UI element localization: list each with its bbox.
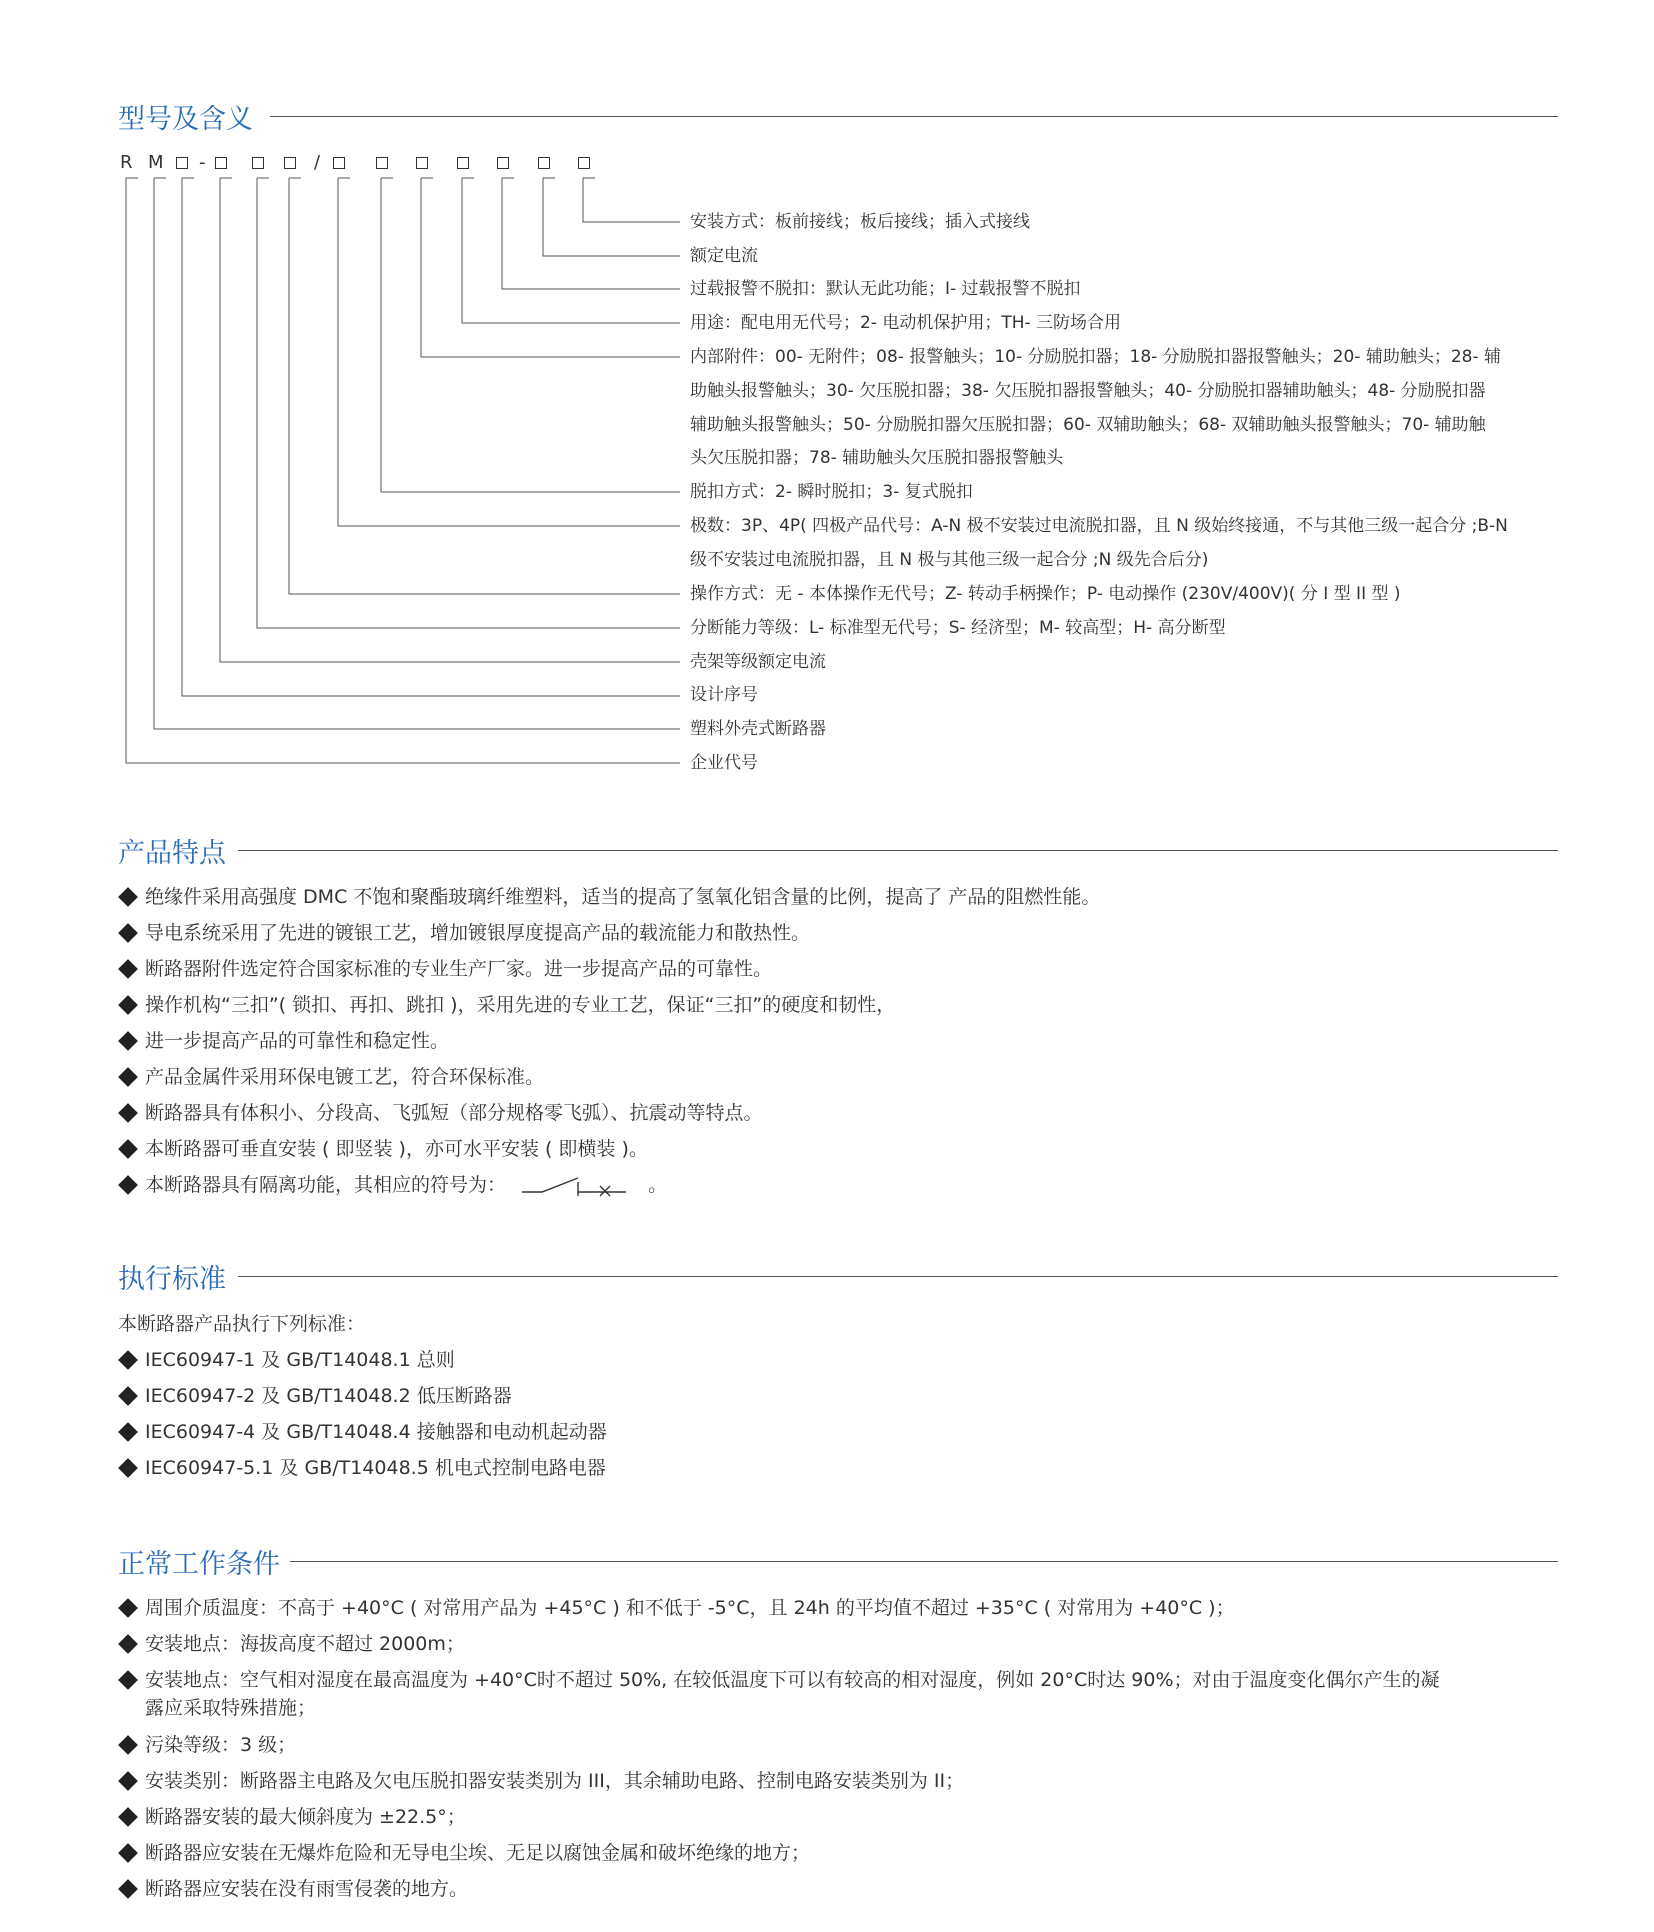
code-box <box>176 157 188 169</box>
condition-item: 断路器应安装在无爆炸危险和无导电尘埃、无足以腐蚀金属和破坏绝缘的地方； <box>118 1839 810 1867</box>
diamond-bullet-icon <box>118 1735 138 1755</box>
diamond-bullet-icon <box>118 1670 138 1690</box>
conditions-section-title <box>118 1541 1558 1581</box>
diamond-bullet-icon <box>118 1139 138 1159</box>
diamond-bullet-icon <box>118 959 138 979</box>
diamond-bullet-icon <box>118 1386 138 1406</box>
model-item: 助触头报警触头；30- 欠压脱扣器；38- 欠压脱扣器报警触头；40- 分励脱扣器辅助触头；48- 分励脱扣器 <box>690 381 1486 401</box>
diamond-bullet-icon <box>118 1067 138 1087</box>
model-item: 企业代号 <box>690 753 758 773</box>
feature-item: 本断路器具有隔离功能，其相应的符号为： 。 <box>118 1171 667 1199</box>
code-char-m: M <box>148 152 164 173</box>
diamond-bullet-icon <box>118 1350 138 1370</box>
condition-item: 断路器安装的最大倾斜度为 ±22.5°； <box>118 1803 466 1831</box>
model-item: 脱扣方式：2- 瞬时脱扣；3- 复式脱扣 <box>690 482 973 502</box>
model-item: 额定电流 <box>690 246 758 266</box>
section-divider <box>238 850 1558 851</box>
condition-item: 周围介质温度：不高于 +40°C ( 对常用产品为 +45°C ) 和不低于 -5°C，且 24h 的平均值不超过 +35°C ( 对常用为 +40°C )； <box>118 1594 1235 1622</box>
features-section-title <box>118 830 1558 870</box>
diamond-bullet-icon <box>118 1458 138 1478</box>
condition-item: 安装类别：断路器主电路及欠电压脱扣器安装类别为 III，其余辅助电路、控制电路安装类别为 II； <box>118 1767 964 1795</box>
feature-item: 导电系统采用了先进的镀银工艺，增加镀银厚度提高产品的载流能力和散热性。 <box>118 919 810 947</box>
diamond-bullet-icon <box>118 1598 138 1618</box>
code-slash: / <box>314 152 321 173</box>
diamond-bullet-icon <box>118 1103 138 1123</box>
feature-item: 进一步提高产品的可靠性和稳定性。 <box>118 1027 449 1055</box>
condition-item-continuation: 露应采取特殊措施； <box>145 1697 317 1719</box>
diamond-bullet-icon <box>118 887 138 907</box>
section-divider <box>238 1276 1558 1277</box>
condition-item: 安装地点：空气相对湿度在最高温度为 +40°C时不超过 50%, 在较低温度下可以有较高的相对湿度，例如 20°C时达 90%；对由于温度变化偶尔产生的凝 <box>118 1666 1440 1694</box>
model-item: 内部附件：00- 无附件；08- 报警触头；10- 分励脱扣器；18- 分励脱扣器报警触头；20- 辅助触头；28- 辅 <box>690 347 1502 367</box>
feature-item: 绝缘件采用高强度 DMC 不饱和聚酯玻璃纤维塑料，适当的提高了氢氧化铝含量的比例，提高了 产品的阻燃性能。 <box>118 883 1100 911</box>
model-item: 辅助触头报警触头；50- 分励脱扣器欠压脱扣器；60- 双辅助触头；68- 双辅助触头报警触头；70- 辅助触 <box>690 415 1486 435</box>
code-box <box>538 157 550 169</box>
section-heading: 型号及含义 <box>118 103 253 135</box>
model-item: 塑料外壳式断路器 <box>690 719 826 739</box>
code-box <box>416 157 428 169</box>
diamond-bullet-icon <box>118 1175 138 1195</box>
model-item: 级不安装过电流脱扣器，且 N 极与其他三级一起合分 ;N 级先合后分) <box>690 550 1209 570</box>
standards-intro: 本断路器产品执行下列标准： <box>118 1313 366 1335</box>
code-box <box>578 157 590 169</box>
standard-item: IEC60947-4 及 GB/T14048.4 接触器和电动机起动器 <box>118 1418 607 1446</box>
model-item: 过载报警不脱扣：默认无此功能；I- 过载报警不脱扣 <box>690 279 1081 299</box>
section-heading: 产品特点 <box>118 837 226 869</box>
isolation-symbol-icon <box>520 1174 630 1198</box>
feature-item: 产品金属件采用环保电镀工艺，符合环保标准。 <box>118 1063 544 1091</box>
model-item: 分断能力等级：L- 标准型无代号；S- 经济型；M- 较高型；H- 高分断型 <box>690 618 1226 638</box>
model-item: 设计序号 <box>690 685 758 705</box>
diamond-bullet-icon <box>118 1771 138 1791</box>
model-item: 壳架等级额定电流 <box>690 652 826 672</box>
model-item: 极数：3P、4P( 四极产品代号：A-N 极不安装过电流脱扣器，且 N 级始终接通，不与其他三级一起合分 ;B-N <box>690 516 1508 536</box>
code-box <box>376 157 388 169</box>
standards-section-title <box>118 1256 1558 1296</box>
model-item: 操作方式：无 - 本体操作无代号；Z- 转动手柄操作；P- 电动操作 (230V/400V)( 分 I 型 II 型 ) <box>690 584 1401 604</box>
model-item: 头欠压脱扣器；78- 辅助触头欠压脱扣器报警触头 <box>690 448 1064 468</box>
standard-item: IEC60947-2 及 GB/T14048.2 低压断路器 <box>118 1382 512 1410</box>
model-section-title <box>118 96 1558 136</box>
condition-item: 断路器应安装在没有雨雪侵袭的地方。 <box>118 1875 468 1903</box>
code-box <box>252 157 264 169</box>
diamond-bullet-icon <box>118 1879 138 1899</box>
section-divider <box>290 1561 1558 1562</box>
diamond-bullet-icon <box>118 1843 138 1863</box>
diamond-bullet-icon <box>118 995 138 1015</box>
code-box <box>284 157 296 169</box>
diamond-bullet-icon <box>118 1807 138 1827</box>
diamond-bullet-icon <box>118 1634 138 1654</box>
condition-item: 污染等级：3 级； <box>118 1731 296 1759</box>
section-heading: 正常工作条件 <box>118 1548 280 1580</box>
code-box <box>457 157 469 169</box>
code-box <box>497 157 509 169</box>
feature-item: 断路器具有体积小、分段高、飞弧短（部分规格零飞弧）、抗震动等特点。 <box>118 1099 763 1127</box>
feature-item: 本断路器可垂直安装 ( 即竖装 )，亦可水平安装 ( 即横装 )。 <box>118 1135 648 1163</box>
code-box <box>333 157 345 169</box>
condition-item: 安装地点：海拔高度不超过 2000m； <box>118 1630 465 1658</box>
diamond-bullet-icon <box>118 1422 138 1442</box>
section-divider <box>270 116 1558 117</box>
model-item: 安装方式：板前接线；板后接线；插入式接线 <box>690 212 1030 232</box>
code-dash: - <box>199 152 206 173</box>
standard-item: IEC60947-5.1 及 GB/T14048.5 机电式控制电路电器 <box>118 1454 606 1482</box>
standard-item: IEC60947-1 及 GB/T14048.1 总则 <box>118 1346 455 1374</box>
code-box <box>215 157 227 169</box>
diamond-bullet-icon <box>118 923 138 943</box>
diamond-bullet-icon <box>118 1031 138 1051</box>
model-item: 用途：配电用无代号；2- 电动机保护用；TH- 三防场合用 <box>690 313 1122 333</box>
section-heading: 执行标准 <box>118 1263 226 1295</box>
feature-item: 断路器附件选定符合国家标准的专业生产厂家。进一步提高产品的可靠性。 <box>118 955 772 983</box>
feature-item: 操作机构“三扣”( 锁扣、再扣、跳扣 )，采用先进的专业工艺，保证“三扣”的硬度和韧性， <box>118 991 895 1019</box>
code-char-r: R <box>120 152 133 173</box>
